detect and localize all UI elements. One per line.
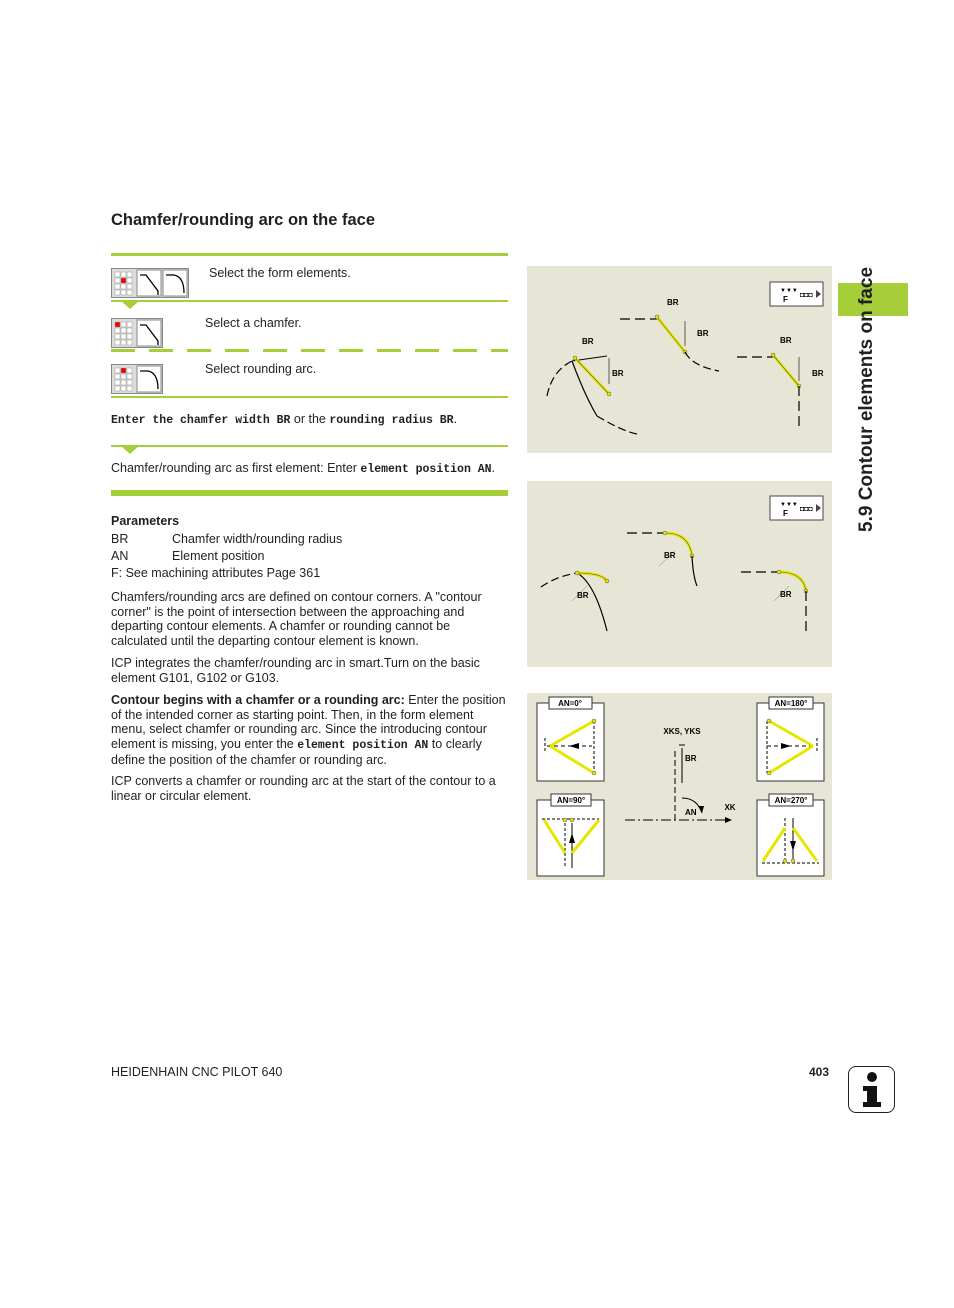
svg-text:◘◘◘: ◘◘◘ — [800, 506, 813, 513]
code-enter-chamfer-width: Enter the chamfer width BR — [111, 414, 291, 427]
paragraph-contour-begins-end: to clearly define the position of the chamfer or rounding arc. — [111, 736, 482, 767]
paragraph-contour-corners: Chamfers/rounding arcs are defined on contour corners. A "contour corner" is the point of intersection between the approaching and departing contour elements. A chamfer or rounding cannot be calculated until the departing contour element is known. — [111, 590, 482, 648]
label-br: BR — [664, 551, 676, 560]
label-br: BR — [685, 754, 697, 763]
label-an90: AN=90° — [556, 796, 586, 805]
enter-br-line — [111, 412, 457, 429]
paragraph-icp-integrates: ICP integrates the chamfer/rounding arc in smart.Turn on the basic element G101, G102 or G103. — [111, 656, 480, 685]
label-f: F — [783, 295, 788, 304]
label-f: F — [783, 509, 788, 518]
page-number: 403 — [809, 1065, 830, 1079]
step-select-form-elements: Select the form elements. — [209, 266, 351, 280]
divider — [111, 445, 508, 447]
first-element-line — [111, 461, 495, 478]
label-br: BR — [582, 337, 594, 346]
label-br: BR — [780, 590, 792, 599]
dashed-divider — [111, 349, 508, 352]
paragraph-icp-converts: ICP converts a chamfer or rounding arc at the start of the contour to a linear or circular element. — [111, 774, 496, 803]
label-br: BR — [812, 369, 824, 378]
label-an270: AN=270° — [774, 796, 808, 805]
step-select-rounding-arc: Select rounding arc. — [205, 362, 317, 376]
label-an180: AN=180° — [774, 699, 808, 708]
figure-chamfer — [527, 266, 832, 453]
text-or: or the — [290, 412, 330, 426]
label-an0: AN=0° — [558, 699, 582, 708]
label-br: BR — [697, 329, 709, 338]
param-desc-an: Element position — [172, 549, 265, 563]
parameters-heading: Parameters — [111, 514, 180, 528]
label-xks-yks: XKS, YKS — [663, 727, 701, 736]
label-xk: XK — [724, 803, 736, 812]
rounding-arc-icon — [111, 364, 163, 394]
divider — [111, 396, 508, 398]
divider — [111, 253, 508, 256]
form-elements-icon — [111, 268, 189, 298]
chapter-title-vertical: 5.9 Contour elements on face — [856, 266, 877, 532]
label-an: AN — [685, 808, 697, 817]
section-title: Chamfer/rounding arc on the face — [111, 211, 376, 229]
label-br: BR — [667, 298, 679, 307]
first-element-text: Chamfer/rounding arc as first element: Enter — [111, 461, 361, 475]
figure-rounding — [527, 481, 832, 667]
footer-publisher: HEIDENHAIN CNC PILOT 640 — [111, 1065, 283, 1079]
param-desc-br: Chamfer width/rounding radius — [172, 532, 343, 546]
svg-text:▼▼▼: ▼▼▼ — [780, 502, 798, 508]
svg-text:▼▼▼: ▼▼▼ — [780, 288, 798, 294]
step-select-chamfer: Select a chamfer. — [205, 316, 302, 330]
info-icon — [848, 1066, 895, 1113]
step-arrow — [121, 446, 139, 454]
chamfer-icon — [111, 318, 163, 348]
paragraph-contour-begins-bold: Contour begins with a chamfer or a rounding arc: — [111, 693, 405, 707]
svg-text:◘◘◘: ◘◘◘ — [800, 292, 813, 299]
paragraph-contour-begins-text: Enter the position of the intended corner as starting point. Then, in the form element menu, select chamfer or rounding arc. Since the introducing contour element is missing, you enter the — [111, 693, 506, 751]
first-element-end: . — [491, 461, 496, 475]
code-element-position: element position AN — [360, 463, 492, 476]
label-br: BR — [577, 591, 589, 600]
param-name-an: AN — [111, 549, 129, 563]
param-name-br: BR — [111, 532, 129, 546]
divider — [111, 300, 508, 302]
attribute-box — [770, 282, 823, 306]
thick-divider — [111, 490, 508, 496]
text-period: . — [453, 412, 458, 426]
code-element-position-an: element position AN — [297, 738, 429, 752]
label-br: BR — [612, 369, 624, 378]
code-rounding-radius: rounding radius BR — [329, 414, 454, 427]
label-br: BR — [780, 336, 792, 345]
step-arrow — [121, 301, 139, 309]
paragraph-contour-begins — [111, 693, 507, 768]
figure-element-position — [527, 693, 832, 880]
param-note: F: See machining attributes Page 361 — [111, 566, 321, 580]
